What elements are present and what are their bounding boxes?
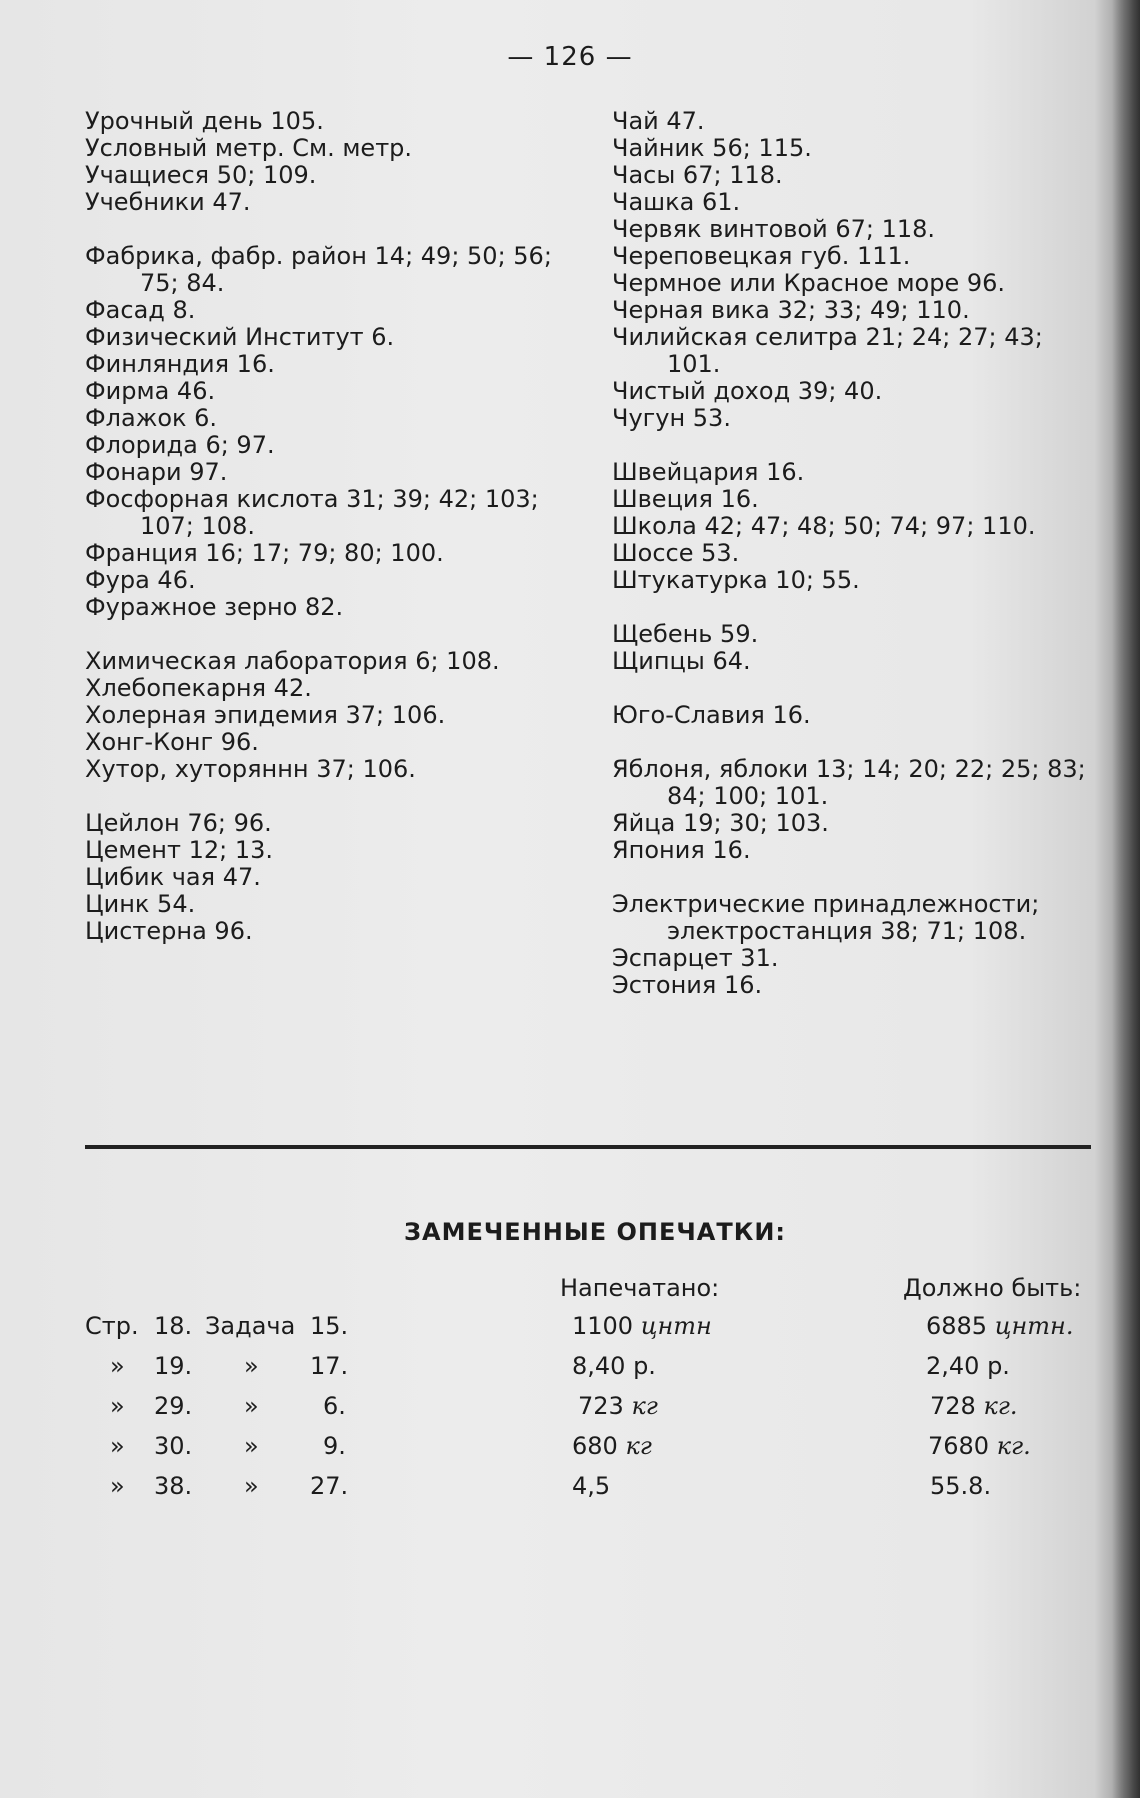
index-group (612, 459, 1097, 594)
index-entry: Эспарцет 31. (612, 944, 779, 972)
errata-row (0, 1432, 1140, 1466)
index-entry: Юго-Славия 16. (612, 701, 811, 729)
errata-printed-value: 8,40 р. (572, 1352, 656, 1380)
errata-printed (572, 1312, 712, 1340)
errata-task: 6. (323, 1392, 346, 1420)
errata-should-value: 6885 (926, 1312, 988, 1340)
errata-page: 30. (154, 1432, 193, 1460)
errata-should-value: 7680 (928, 1432, 990, 1460)
errata-ditto-mark: » (110, 1432, 125, 1460)
index-entry: Школа 42; 47; 48; 50; 74; 97; 110. (612, 512, 1036, 540)
errata-ditto-mark: » (110, 1352, 125, 1380)
index-left-column (85, 108, 575, 972)
errata-task: 27. (310, 1472, 349, 1500)
index-entry: Череповецкая губ. 111. (612, 242, 911, 270)
index-group (612, 756, 1097, 864)
errata-task: 15. (310, 1312, 349, 1340)
page-number: — 126 — (507, 42, 633, 72)
index-entry: Урочный день 105. (85, 107, 324, 135)
index-entry: Фуражное зерно 82. (85, 593, 344, 621)
errata-ditto-mark: » (244, 1352, 259, 1380)
errata-page: 29. (154, 1392, 193, 1420)
index-entry: Хлебопекарня 42. (85, 674, 312, 702)
index-entry: Химическая лаборатория 6; 108. (85, 647, 500, 675)
index-entry: Чистый доход 39; 40. (612, 377, 883, 405)
index-entry: Фонари 97. (85, 458, 228, 486)
errata-printed-unit: цнтн (640, 1312, 712, 1340)
errata-printed (572, 1432, 652, 1460)
index-entry: Флажок 6. (85, 404, 218, 432)
errata-page: 38. (154, 1472, 193, 1500)
errata-should-be (930, 1392, 1018, 1420)
index-entry: Чашка 61. (612, 188, 741, 216)
index-entry: Чайник 56; 115. (612, 134, 812, 162)
errata-row (0, 1312, 1140, 1346)
index-entry: Яблоня, яблоки 13; 14; 20; 22; 25; 83; 84; 100; 101. (612, 755, 1086, 810)
index-entry: Флорида 6; 97. (85, 431, 275, 459)
index-entry: Чай 47. (612, 107, 705, 135)
index-entry: Чермное или Красное море 96. (612, 269, 1006, 297)
index-entry: Фабрика, фабр. район 14; 49; 50; 56; 75; 84. (85, 242, 552, 297)
errata-header-printed: Напечатано: (560, 1274, 720, 1302)
errata-page: 18. (154, 1312, 193, 1340)
index-entry: Эстония 16. (612, 971, 763, 999)
index-entry: Яйца 19; 30; 103. (612, 809, 829, 837)
page-spine-shadow (1112, 0, 1140, 1798)
index-right-column (612, 108, 1097, 1026)
errata-printed (578, 1392, 658, 1420)
index-entry: Фасад 8. (85, 296, 196, 324)
index-entry: Щипцы 64. (612, 647, 751, 675)
index-entry: Шоссе 53. (612, 539, 740, 567)
errata-should-value: 55.8. (930, 1472, 992, 1500)
index-entry: Фура 46. (85, 566, 196, 594)
errata-page: 19. (154, 1352, 193, 1380)
index-group (612, 702, 1097, 729)
errata-row (0, 1472, 1140, 1506)
errata-printed (572, 1352, 656, 1380)
index-entry: Физический Институт 6. (85, 323, 395, 351)
errata-printed-unit: кг (625, 1432, 652, 1460)
index-entry: Учебники 47. (85, 188, 251, 216)
index-entry: Чугун 53. (612, 404, 731, 432)
index-group (612, 891, 1097, 999)
index-entry: Фирма 46. (85, 377, 216, 405)
index-entry: Япония 16. (612, 836, 751, 864)
errata-header-should-be: Должно быть: (903, 1274, 1082, 1302)
errata-printed-value: 723 (578, 1392, 624, 1420)
index-entry: Электрические принадлежности; электростанция 38; 71; 108. (612, 890, 1040, 945)
index-entry: Цемент 12; 13. (85, 836, 273, 864)
index-entry: Цейлон 76; 96. (85, 809, 272, 837)
index-group (85, 810, 575, 945)
index-entry: Черная вика 32; 33; 49; 110. (612, 296, 970, 324)
index-entry: Швейцария 16. (612, 458, 805, 486)
errata-page-label: Стр. (85, 1312, 139, 1340)
index-entry: Швеция 16. (612, 485, 759, 513)
errata-should-be (928, 1432, 1031, 1460)
errata-title: ЗАМЕЧЕННЫЕ ОПЕЧАТКИ: (404, 1218, 787, 1246)
errata-should-be (926, 1352, 1010, 1380)
errata-should-unit: цнтн. (994, 1312, 1074, 1340)
index-entry: Учащиеся 50; 109. (85, 161, 317, 189)
index-group (612, 621, 1097, 675)
errata-should-unit: кг. (983, 1392, 1018, 1420)
index-entry: Хутор, хуторяннн 37; 106. (85, 755, 416, 783)
errata-row (0, 1352, 1140, 1386)
index-group (612, 108, 1097, 432)
errata-ditto-mark: » (244, 1392, 259, 1420)
errata-printed-value: 680 (572, 1432, 618, 1460)
section-divider (85, 1145, 1091, 1149)
errata-printed (572, 1472, 610, 1500)
index-entry: Червяк винтовой 67; 118. (612, 215, 936, 243)
errata-task: 9. (323, 1432, 346, 1460)
errata-should-value: 2,40 р. (926, 1352, 1010, 1380)
index-group (85, 648, 575, 783)
errata-should-be (930, 1472, 991, 1500)
index-entry: Щебень 59. (612, 620, 759, 648)
errata-row (0, 1392, 1140, 1426)
errata-task: 17. (310, 1352, 349, 1380)
index-entry: Цибик чая 47. (85, 863, 261, 891)
index-entry: Штукатурка 10; 55. (612, 566, 860, 594)
errata-should-unit: кг. (996, 1432, 1031, 1460)
errata-should-value: 728 (930, 1392, 976, 1420)
errata-task-label: Задача (205, 1312, 296, 1340)
errata-printed-value: 1100 (572, 1312, 634, 1340)
index-entry: Хонг-Конг 96. (85, 728, 259, 756)
index-entry: Цинк 54. (85, 890, 196, 918)
errata-printed-value: 4,5 (572, 1472, 611, 1500)
index-entry: Фосфорная кислота 31; 39; 42; 103; 107; 108. (85, 485, 539, 540)
errata-ditto-mark: » (110, 1392, 125, 1420)
index-entry: Условный метр. См. метр. (85, 134, 413, 162)
index-entry: Франция 16; 17; 79; 80; 100. (85, 539, 444, 567)
errata-ditto-mark: » (244, 1432, 259, 1460)
index-group (85, 108, 575, 216)
errata-ditto-mark: » (244, 1472, 259, 1500)
index-entry: Чилийская селитра 21; 24; 27; 43; 101. (612, 323, 1043, 378)
index-entry: Холерная эпидемия 37; 106. (85, 701, 446, 729)
errata-printed-unit: кг (631, 1392, 658, 1420)
errata-should-be (926, 1312, 1073, 1340)
index-entry: Финляндия 16. (85, 350, 275, 378)
index-group (85, 243, 575, 621)
index-entry: Цистерна 96. (85, 917, 253, 945)
errata-ditto-mark: » (110, 1472, 125, 1500)
index-entry: Часы 67; 118. (612, 161, 783, 189)
